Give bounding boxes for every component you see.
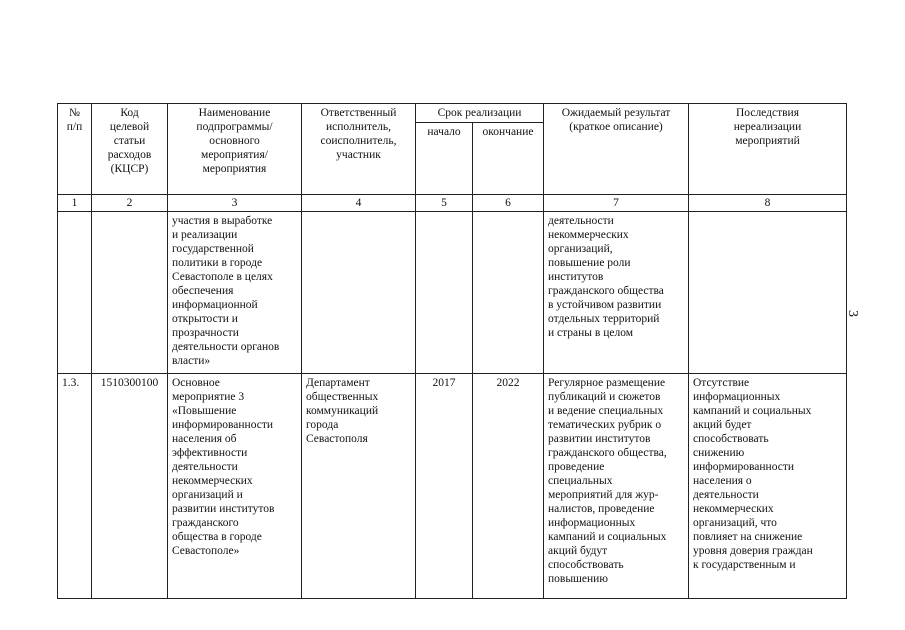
header-name	[168, 104, 302, 195]
col-number-6: 6	[473, 195, 544, 212]
row-start: 2017	[416, 374, 473, 599]
column-number-row	[58, 195, 847, 212]
row-code: 1510300100	[92, 374, 168, 599]
header-period-text: Срок реализации	[437, 107, 522, 119]
col-number-7: 7	[544, 195, 689, 212]
table-row	[58, 212, 847, 374]
row-responsible	[302, 212, 416, 374]
header-num-text: № п/п	[66, 107, 83, 133]
program-table	[57, 103, 847, 599]
header-code	[92, 104, 168, 195]
header-start-text: начало	[427, 126, 461, 138]
header-consequences-text: Последствия нереализации мероприятий	[733, 107, 802, 147]
col-number-2: 2	[92, 195, 168, 212]
header-responsible	[302, 104, 416, 195]
col-number-8: 8	[689, 195, 847, 212]
row-end: 2022	[473, 374, 544, 599]
col-number-4: 4	[302, 195, 416, 212]
row-consequences	[689, 212, 847, 374]
header-code-text: Код целевой статьи расходов (КЦСР)	[107, 107, 152, 175]
header-start	[416, 123, 473, 195]
row-end	[473, 212, 544, 374]
header-end	[473, 123, 544, 195]
page-number: 3	[845, 310, 860, 317]
header-result-text: Ожидаемый результат (краткое описание)	[561, 107, 671, 133]
row-name: участия в выработке и реализации государственной политики в городе Севастополе в целях обеспечения информационной открытости и прозрачности деятельности органов власти»	[168, 212, 302, 374]
row-consequences: Отсутствие информационных кампаний и социальных акций будет способствовать снижению информированности населения о деятельности некоммерческих организаций, что повлияет на снижение уровня доверия граждан к государственным и	[689, 374, 847, 599]
header-end-text: окончание	[482, 126, 534, 138]
header-responsible-text: Ответственный исполнитель, соисполнитель, участник	[320, 107, 397, 161]
row-name: Основное мероприятие 3 «Повышение информированности населения об эффективности деятельности некоммерческих организаций и развитии институтов гражданского общества в городе Севастополе»	[168, 374, 302, 599]
row-num	[58, 212, 92, 374]
header-consequences	[689, 104, 847, 195]
header-row-1	[58, 104, 847, 123]
row-result: деятельности некоммерческих организаций, повышение роли институтов гражданского общества в устойчивом развитии отдельных территорий и страны в целом	[544, 212, 689, 374]
row-start	[416, 212, 473, 374]
header-result	[544, 104, 689, 195]
row-code	[92, 212, 168, 374]
col-number-3: 3	[168, 195, 302, 212]
col-number-5: 5	[416, 195, 473, 212]
header-name-text: Наименование подпрограммы/ основного мероприятия/ мероприятия	[196, 107, 273, 175]
row-num: 1.3.	[58, 374, 92, 599]
header-num	[58, 104, 92, 195]
row-result: Регулярное размещение публикаций и сюжетов и ведение специальных тематических рубрик о развитии институтов гражданского общества, проведение специальных мероприятий для жур- налистов, проведение информационных кампаний и социальных акций будут способствовать повышению	[544, 374, 689, 599]
row-responsible: Департамент общественных коммуникаций города Севастополя	[302, 374, 416, 599]
table-row	[58, 374, 847, 599]
col-number-1: 1	[58, 195, 92, 212]
header-period	[416, 104, 544, 123]
